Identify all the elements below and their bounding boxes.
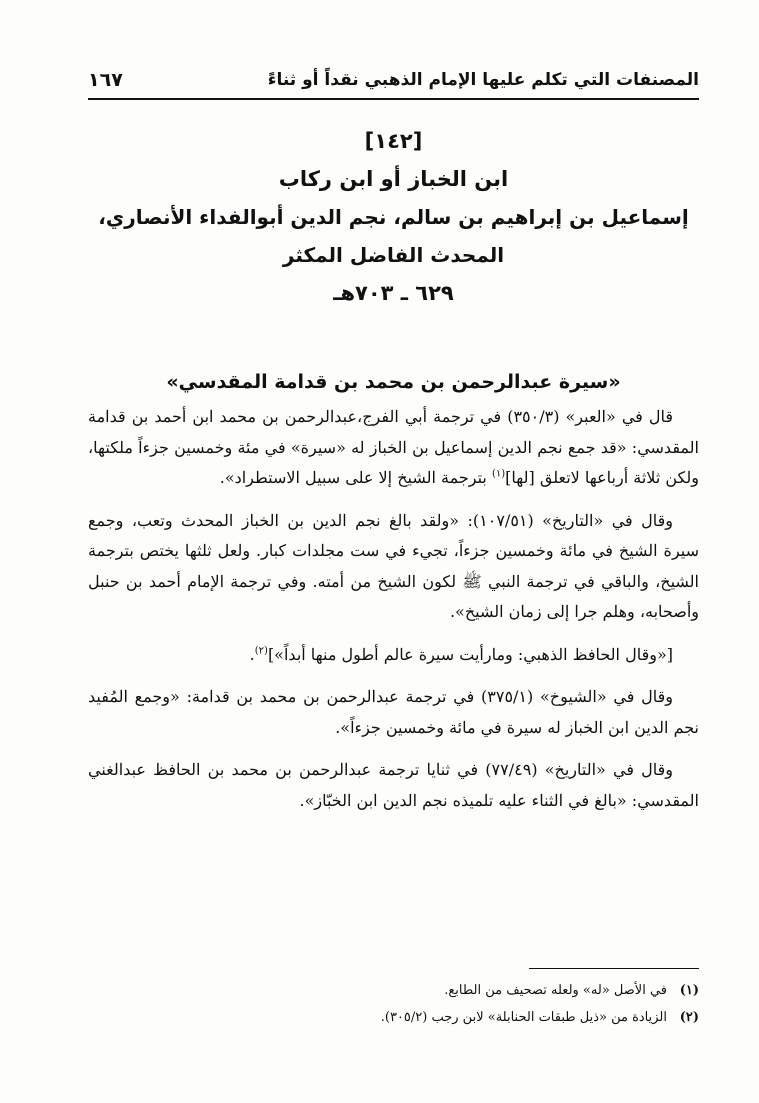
entry-number: [١٤٢] [364,129,423,153]
running-title: المصنفات التي تكلم عليها الإمام الذهبي نقداً أو ثناءً [267,70,699,90]
footnote-text: الزيادة من «ذيل طبقات الحنابلة» لابن رجب (٣٠٥/٢). [380,1010,667,1025]
section-title: «سيرة عبدالرحمن بن محمد بن قدامة المقدسي» [166,371,621,393]
paragraph: قال في «العبر» (٣٥٠/٣) في ترجمة أبي الفرج،عبدالرحمن بن محمد ابن أحمد بن قدامة المقدسي: «قد جمع نجم الدين إسماعيل بن الخباز له «سيرة» في مئة وخمسين جزءاً ملكتها، ولكن ثلاثة أرباعها لاتعلق [لها]$^{(١)}$ بترجمة الشيخ إلا على سبيل الاستطراد». [88,407,699,487]
page-number: ١٦٧ [88,69,123,91]
paragraph: وقال في «الشيوخ» (٣٧٥/١) في ترجمة عبدالرحمن بن محمد بن قدامة: «وجمع المُفيد نجم الدين ابن الخباز له سيرة في مائة وخمسين جزءاً». [88,687,699,737]
footnotes [88,968,699,1031]
entry-description: المحدث الفاضل المكثر [282,243,505,267]
page-header [88,62,699,100]
footnote [88,1004,699,1031]
entry-dates: ٦٢٩ ـ ٧٠٣هـ [333,281,454,305]
paragraph: وقال في «التاريخ» (١٠٧/٥١): «ولقد بالغ نجم الدين بن الخباز المحدث وتعب، وجمع سيرة الشيخ في مائة وخمسين جزءاً، تجيء في ست مجلدات كبار. ولعل ثلثها يختص بترجمة الشيخ، والباقي في ترجمة النبي ﷺ لكون الشيخ من أمته. وفي ترجمة الإمام أحمد بن حنبل وأصحابه، وهلم جرا إلى زمان الشيخ». [88,510,700,621]
paragraph: وقال في «التاريخ» (٧٧/٤٩) في ثنايا ترجمة عبدالرحمن بن محمد بن الحافظ عبدالغني المقدسي: «بالغ في الثناء عليه تلميذه نجم الدين ابن الخبّاز». [88,760,699,810]
footnote-text: في الأصل «له» ولعله تصحيف من الطابع. [444,983,667,998]
entry-full-name: إسماعيل بن إبراهيم بن سالم، نجم الدين أبوالفداء الأنصاري، [98,205,689,229]
footnote-mark: (٢) [679,1010,699,1025]
footnote-divider [529,968,699,969]
footnote-ref: (٢) [254,645,268,657]
footnote [88,977,699,1004]
footnote-mark: (١) [679,983,699,998]
entry-heading [88,122,699,312]
paragraph: [«وقال الحافظ الذهبي: ومارأيت سيرة عالم أطول منها أبداً»]$^{(٢)}$. [249,644,673,664]
entry-name: ابن الخباز أو ابن ركاب [278,167,509,191]
footnote-ref: (١) [491,468,506,480]
body-text [88,402,699,828]
